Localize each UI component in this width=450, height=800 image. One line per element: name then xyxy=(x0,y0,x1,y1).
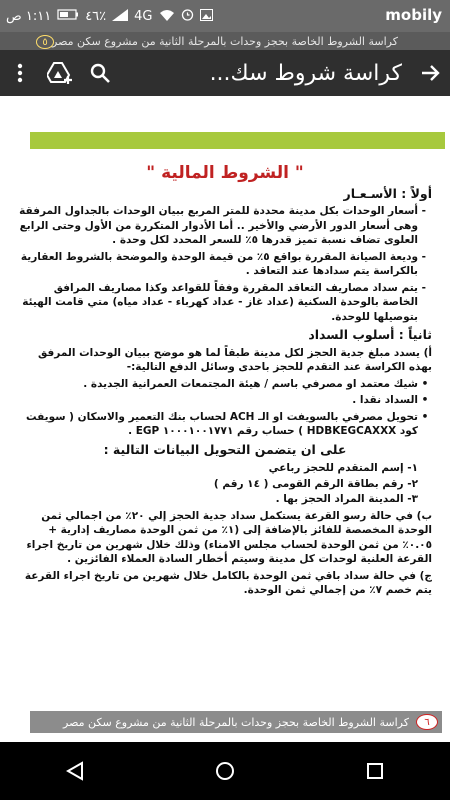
list-item: - يتم سداد مصاريف التعاقد المقررة وفقاً للقواعد وكذا مصاريف المرافق الخاصة بالوحدة السكنية (عداد غاز - عداد كهرباء - عداد مياه) متي قامت الهيئة بتوصيلها للوحدة. xyxy=(18,281,418,325)
toolbar xyxy=(0,50,450,96)
alarm-icon xyxy=(181,8,194,25)
footer-bar xyxy=(30,711,442,733)
section-payment-title: ثانياً : أسلوب السداد xyxy=(308,327,432,342)
signal-icon xyxy=(112,9,128,25)
list-item: • شيك معتمد او مصرفي باسم / هيئة المجتمعات العمرانية الجديدة . xyxy=(18,377,418,392)
battery-percent: ٤٦٪ xyxy=(85,9,107,24)
clock: ١:١١ ص xyxy=(6,9,52,24)
search-icon[interactable] xyxy=(80,50,120,96)
list-item: ١- إسم المتقدم للحجز رباعي xyxy=(268,462,418,474)
network-type: 4G xyxy=(134,9,153,24)
battery-icon xyxy=(57,9,79,24)
more-options-icon[interactable] xyxy=(0,50,40,96)
image-icon xyxy=(200,9,213,25)
paragraph-c: ج) في حالة سداد باقي ثمن الوحدة بالكامل خلال شهرين من تاريخ اجراء القرعة يتم خصم ٧٪ من إجمالي ثمن الوحدة. xyxy=(24,569,432,596)
recents-nav-icon[interactable] xyxy=(345,742,405,800)
list-item: • السداد نقدا . xyxy=(18,393,418,408)
paragraph-b: ب) في حالة رسو القرعة يستكمل سداد جدية الحجز إلي ٢٠٪ من اجمالي ثمن الوحدة المخصصة للفائز بالإضافة إلى (١٪ من ثمن الوحدة مصاريف إدارية + ٠.٠٥٪ من ثمن الوحدة لحساب مجلس الامناء) وذلك خلال شهرين من تاريخ اجراء القرعة العلنية لوحدات كل مدينة وسيتم أخطار السادة العملاء الفائزين . xyxy=(26,509,432,565)
status-icons xyxy=(6,8,213,25)
prices-list xyxy=(18,204,432,324)
header-strip-text: كراسة الشروط الخاصة بحجز وحدات بالمرحلة الثانية من مشروع سكن مصر xyxy=(52,34,398,48)
list-item: • تحويل مصرفي بالسويفت او الـ ACH لحساب بنك التعمير والاسكان ( سويفت كود HDBKEGCAXXX ) حساب رقم ١٠٠٠١٠٠١٧٧١ EGP . xyxy=(18,410,418,439)
add-to-drive-icon[interactable] xyxy=(40,50,80,96)
paragraph-a: أ) يسدد مبلغ جدية الحجز لكل مدينة طبقاً لما هو موضح ببيان الوحدات المرفق بهذه الكراسة عند التقدم للحجز باحدى وسائل الدفع التالية:- xyxy=(37,346,432,373)
page-heading: " الشروط المالية " xyxy=(146,163,304,183)
document-content xyxy=(18,163,432,600)
footer-text: كراسة الشروط الخاصة بحجز وحدات بالمرحلة الثانية من مشروع سكن مصر xyxy=(63,715,409,729)
wifi-icon xyxy=(159,9,175,25)
status-bar xyxy=(0,0,450,32)
list-item: - وديعة الصيانة المقررة بواقع ٥٪ من قيمة الوحدة والموضحة بالشروط العقارية بالكراسة يتم سدادها عند التعاقد . xyxy=(18,250,418,279)
transfer-data-title: على ان يتضمن التحويل البيانات التالية : xyxy=(103,441,347,457)
list-item: - أسعار الوحدات بكل مدينة محددة للمتر المربع ببيان الوحدات بالجداول المرفقة وهى أسعار الدور الأرضي والأخير .. أما الأدوار المتكررة من الأول وحتى الرابع العلوى تضاف نسبة تميز قدرها ٥٪ للسعر المحدد لكل وحدة . xyxy=(18,204,418,248)
list-item: ٢- رقم بطاقة الرقم القومى ( ١٤ رقم ) xyxy=(213,477,418,490)
header-strip xyxy=(0,32,450,50)
back-arrow-icon[interactable] xyxy=(410,50,450,96)
list-item: ٣- المدينة المراد الحجز بها . xyxy=(275,493,418,505)
home-nav-icon[interactable] xyxy=(195,742,255,800)
green-header-bar xyxy=(30,132,445,149)
document-title: كراسة شروط سك... xyxy=(209,60,402,86)
carrier-name: mobily xyxy=(385,6,442,24)
back-nav-icon[interactable] xyxy=(45,742,105,800)
payment-methods-list xyxy=(18,377,432,439)
section-prices-title: أولاً : الأسـعـار xyxy=(343,185,432,201)
page-number-badge: ٥ xyxy=(36,35,54,49)
footer-page-badge: ٦ xyxy=(416,714,438,730)
app-bar xyxy=(0,32,450,96)
navigation-bar xyxy=(0,742,450,800)
document-page[interactable] xyxy=(0,96,450,742)
